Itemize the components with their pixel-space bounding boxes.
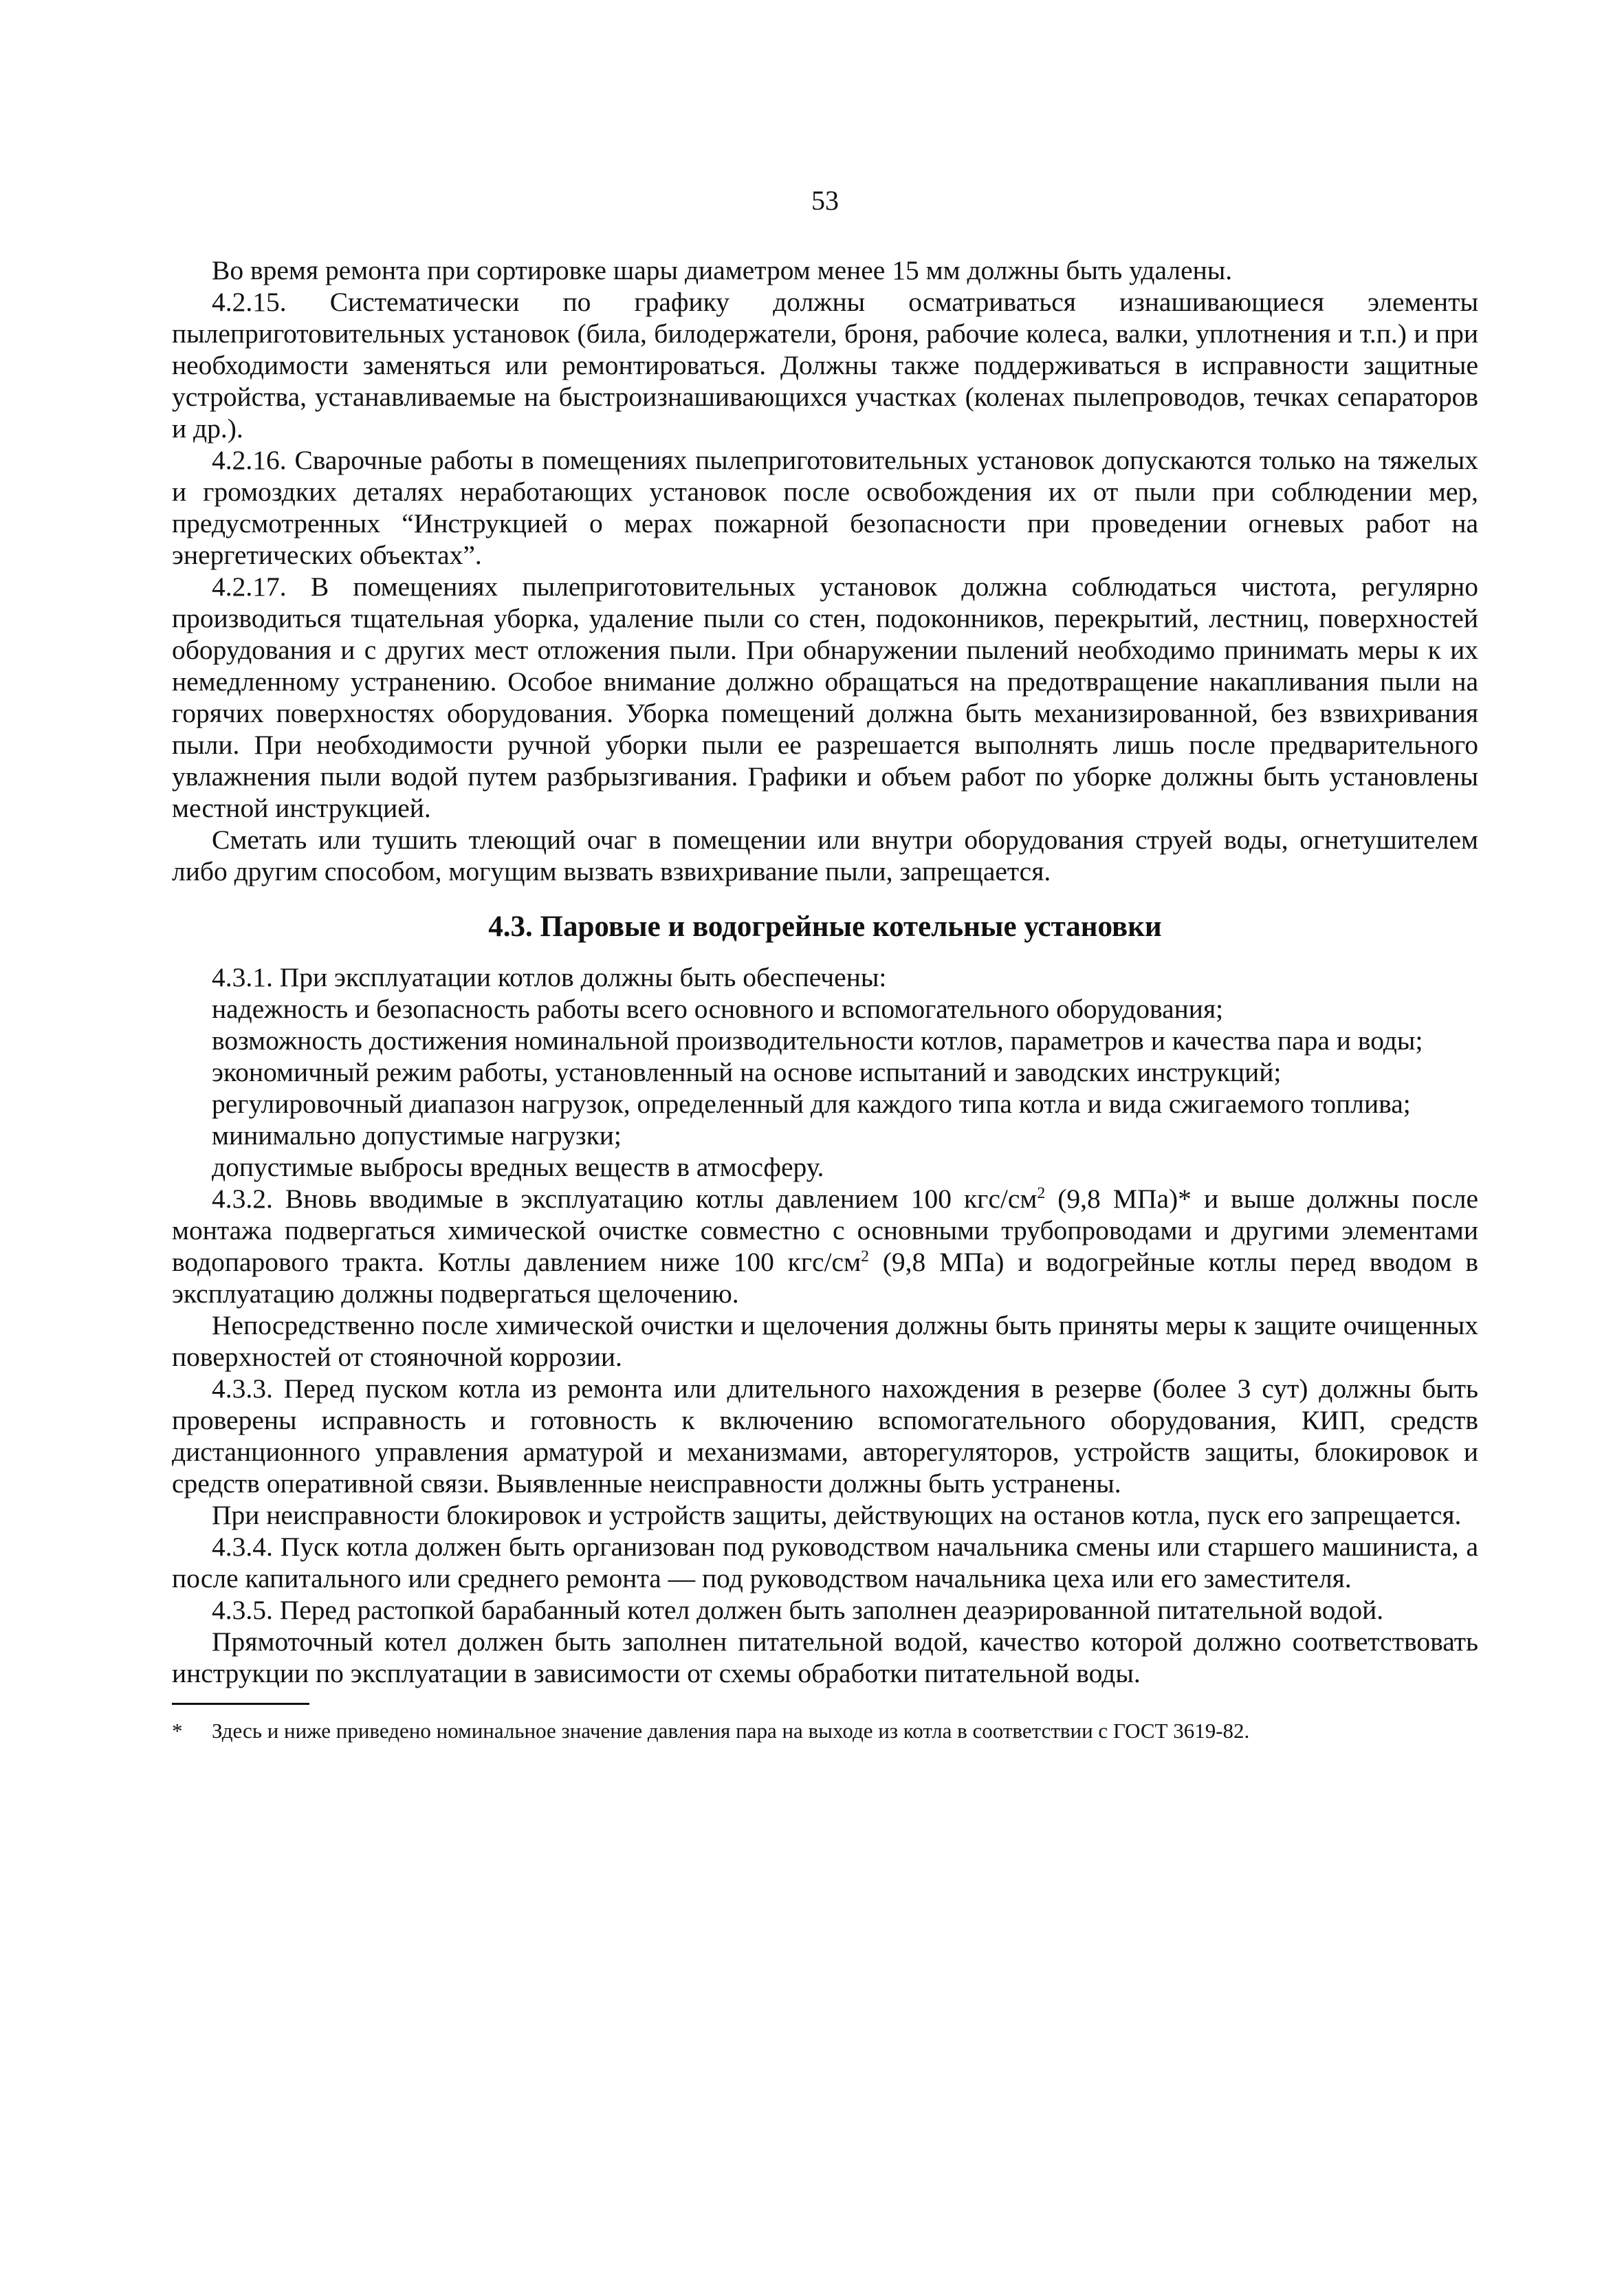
footnote — [172, 1717, 1478, 1745]
paragraph: Сметать или тушить тлеющий очаг в помещении или внутри оборудования струей воды, огнетушителем либо другим способом, могущим вызвать взвихривание пыли, запрещается. — [172, 825, 1478, 886]
page-number: 53 — [811, 185, 839, 216]
paragraph-4-2-16: 4.2.16. Сварочные работы в помещениях пылеприготовительных установок допускаются только на тяжелых и громоздких деталях неработающих установок после освобождения их от пыли при соблюдении мер, предусмотренных “Инструкцией о мерах пожарной безопасности при проведении огневых работ на энергетических объектах”. — [172, 445, 1478, 570]
footnote-marker: * — [172, 1719, 183, 1743]
paragraph-4-2-15: 4.2.15. Систематически по графику должны осматриваться изнашивающиеся элементы пылеприготовительных установок (била, билодержатели, броня, рабочие колеса, валки, уплотнения и т.п.) и при необходимости заменяться или ремонтироваться. Должны также поддерживаться в исправности защитные устройства, устанавливаемые на быстроизнашивающихся участках (коленах пылепроводов, течках сепараторов и др.). — [172, 287, 1478, 444]
paragraph-4-3-1: 4.3.1. При эксплуатации котлов должны быть обеспечены: — [212, 962, 887, 992]
footnote-divider — [172, 1703, 309, 1705]
paragraph-text: (9,8 МПа) и водогрейные котлы перед вводом в эксплуатацию должны подвергаться щелочению. — [172, 1247, 1478, 1309]
paragraph: Прямоточный котел должен быть заполнен питательной водой, качество которой должно соответствовать инструкции по эксплуатации в зависимости от схемы обработки питательной воды. — [172, 1626, 1478, 1688]
list-item: допустимые выбросы вредных веществ в атмосферу. — [212, 1152, 824, 1182]
superscript: 2 — [861, 1247, 869, 1265]
superscript: 2 — [1037, 1184, 1046, 1202]
document-page — [172, 0, 1478, 2275]
paragraph-4-3-3: 4.3.3. Перед пуском котла из ремонта или длительного нахождения в резерве (более 3 сут) должны быть проверены исправность и готовность к включению вспомогательного оборудования, КИП, средств дистанционного управления арматурой и механизмами, авторегуляторов, устройств защиты, блокировок и средств оперативной связи. Выявленные неисправности должны быть устранены. — [172, 1373, 1478, 1499]
paragraph-4-3-2 — [172, 1183, 1478, 1309]
list-item: возможность достижения номинальной производительности котлов, параметров и качества пара и воды; — [212, 1025, 1423, 1056]
list-item: регулировочный диапазон нагрузок, определенный для каждого типа котла и вида сжигаемого топлива; — [212, 1089, 1411, 1119]
paragraph-4-2-17: 4.2.17. В помещениях пылеприготовительных установок должна соблюдаться чистота, регулярно производиться тщательная уборка, удаление пыли со стен, подоконников, перекрытий, лестниц, поверхностей оборудования и с других мест отложения пыли. При обнаружении пылений необходимо принимать меры к их немедленному устранению. Особое внимание должно обращаться на предотвращение накапливания пыли на горячих поверхностях оборудования. Уборка помещений должна быть механизированной, без взвихривания пыли. При необходимости ручной уборки пыли ее разрешается выполнять лишь после предварительного увлажнения пыли водой путем разбрызгивания. Графики и объем работ по уборке должны быть установлены местной инструкцией. — [172, 572, 1478, 823]
paragraph: Непосредственно после химической очистки и щелочения должны быть приняты меры к защите очищенных поверхностей от стояночной коррозии. — [172, 1310, 1478, 1372]
footnote-text: Здесь и ниже приведено номинальное значение давления пара на выходе из котла в соответствии с ГОСТ 3619-82. — [212, 1719, 1250, 1743]
paragraph: Во время ремонта при сортировке шары диаметром менее 15 мм должны быть удалены. — [212, 255, 1233, 285]
paragraph-text: 4.3.2. Вновь вводимые в эксплуатацию котлы давлением 100 кгс/см — [212, 1184, 1038, 1214]
paragraph-text: (9,8 МПа)* и выше должны после монтажа подвергаться химической очистке совместно с основными трубопроводами и другими элементами водопарового тракта. Котлы давлением ниже 100 кгс/см — [172, 1184, 1478, 1277]
paragraph: При неисправности блокировок и устройств защиты, действующих на останов котла, пуск его запрещается. — [212, 1500, 1462, 1530]
paragraph-4-3-5: 4.3.5. Перед растопкой барабанный котел должен быть заполнен деаэрированной питательной водой. — [212, 1595, 1384, 1625]
list-item: экономичный режим работы, установленный на основе испытаний и заводских инструкций; — [212, 1057, 1282, 1087]
list-item: минимально допустимые нагрузки; — [212, 1120, 622, 1151]
section-heading: 4.3. Паровые и водогрейные котельные установки — [488, 911, 1162, 943]
document-body — [172, 254, 1478, 1745]
paragraph-4-3-4: 4.3.4. Пуск котла должен быть организован под руководством начальника смены или старшего машиниста, а после капитального или среднего ремонта — под руководством начальника цеха или его заместителя. — [172, 1532, 1478, 1593]
list-item: надежность и безопасность работы всего основного и вспомогательного оборудования; — [212, 994, 1224, 1024]
